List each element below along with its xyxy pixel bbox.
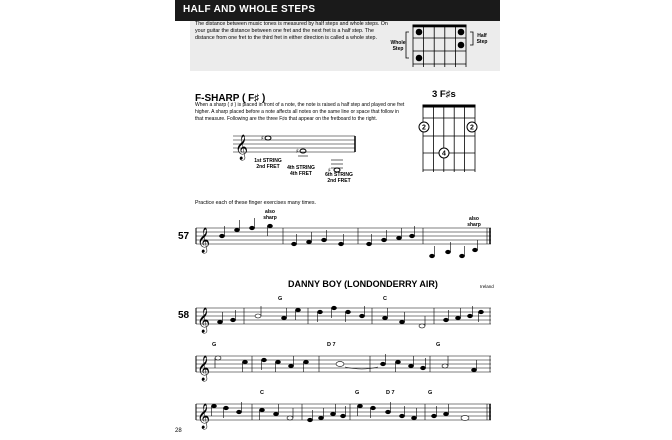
svg-text:𝄞: 𝄞 (197, 228, 211, 253)
fsharp-label-3-line1: 6th STRING (325, 172, 353, 178)
svg-text:𝄞: 𝄞 (197, 404, 211, 429)
song-staff-1-notes (218, 306, 484, 328)
song-staff-2-notes (215, 354, 477, 372)
half-step-word: Half (477, 33, 487, 39)
half-step-word-2: Step (476, 39, 488, 45)
fsharp-label-2-line2: 4th FRET (290, 171, 312, 177)
note (265, 136, 271, 140)
also-sharp-2-line1: also (468, 216, 479, 222)
also-sharp-1-line2: sharp (263, 215, 277, 221)
finger-number: 2 (470, 124, 474, 132)
svg-text:𝄞: 𝄞 (197, 308, 211, 333)
chord-symbol: G (436, 342, 441, 348)
chord-symbol: G (278, 296, 283, 302)
chord-symbol: D 7 (327, 342, 336, 348)
fsharp-staff (233, 136, 355, 152)
fsharp-label-2-line1: 4th STRING (287, 165, 315, 171)
fsharp-label-1-line2: 2nd FRET (256, 164, 280, 170)
practice-instruction: Practice each of these finger exercises many times. (195, 200, 316, 206)
chord-symbol: G (355, 390, 360, 396)
fsharp-fretboard-diagram (419, 105, 477, 172)
fsharp-title: F-SHARP ( F♯ ) (195, 93, 266, 104)
note (334, 168, 340, 172)
svg-text:𝄞: 𝄞 (197, 356, 211, 381)
song-title: DANNY BOY (LONDONDERRY AIR) (288, 279, 438, 289)
also-sharp-1-line1: also (264, 209, 275, 215)
chord-symbol: C (260, 390, 264, 396)
fsharp-label-3-line2: 2nd FRET (327, 178, 351, 184)
svg-text:♯: ♯ (296, 148, 299, 155)
chord-symbol: C (383, 296, 387, 302)
chord-diagram-title: 3 F♯s (432, 89, 456, 100)
whole-step-word-2: Step (392, 46, 404, 52)
fsharp-body: When a sharp ( ♯ ) is placed in front of a note, the note is raised a half step and played one fret higher. A sharp placed before a note affects all notes on the same line or space that follow in that measure. Following are the three F♯s that appear on the fretboard to the right. (195, 102, 405, 122)
exercise-number-58: 58 (178, 310, 190, 321)
note (300, 149, 306, 153)
whole-step-word: Whole (390, 40, 406, 46)
fsharp-label-1-line1: 1st STRING (254, 158, 282, 164)
finger-number: 2 (422, 124, 426, 132)
fretboard-diagram-small (406, 25, 473, 67)
exercise-57-notes (220, 218, 478, 258)
also-sharp-2-line2: sharp (467, 222, 481, 228)
svg-text:♯: ♯ (261, 135, 264, 142)
section-header-title: HALF AND WHOLE STEPS (183, 4, 316, 15)
song-origin: Ireland (480, 284, 494, 289)
chord-symbol: G (212, 342, 217, 348)
chord-symbol: D 7 (386, 390, 395, 396)
finger-number: 4 (442, 150, 446, 158)
svg-text:♯: ♯ (328, 167, 331, 174)
intro-text: The distance between music tones is measured by half steps and whole steps. On your guitar the distance between one fret and the next fret is a half step. The distance from one fret to the third fret in either direction is called a whole step. (195, 21, 388, 42)
exercise-number-57: 57 (178, 231, 190, 242)
treble-clef: 𝄞 (235, 135, 249, 160)
page-number: 28 (175, 428, 182, 434)
chord-symbol: G (428, 390, 433, 396)
